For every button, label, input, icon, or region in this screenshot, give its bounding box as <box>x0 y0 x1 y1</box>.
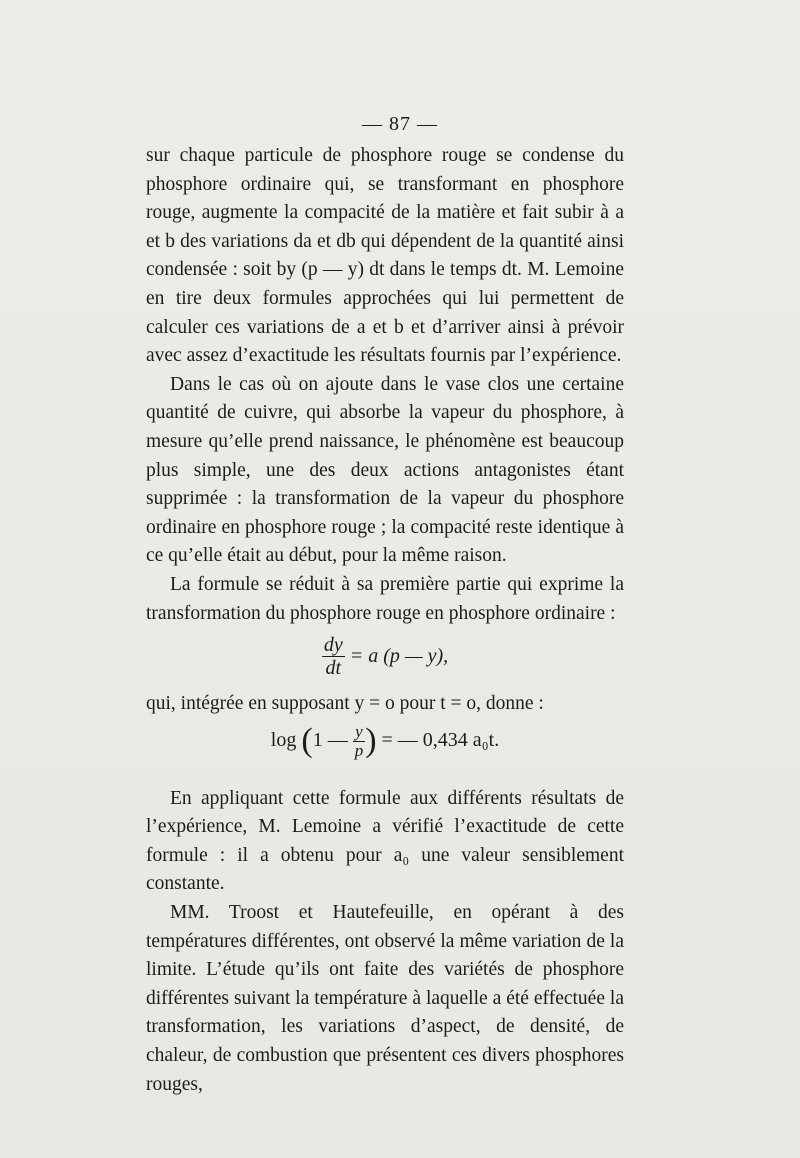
fraction-numerator: dy <box>323 634 343 657</box>
page-number: — 87 — <box>362 113 438 135</box>
paragraph-4: qui, intégrée en supposant y = o pour t = o, donne : <box>146 693 544 715</box>
equation-rhs: = — 0,434 a₀t. <box>381 728 500 751</box>
inner-left: 1 — <box>312 728 348 751</box>
log-label: log <box>270 728 297 751</box>
equation-log <box>146 723 624 779</box>
body-text <box>146 142 624 1099</box>
fraction-y-p <box>353 723 366 760</box>
fraction-dy-dt <box>322 634 345 679</box>
close-paren: ) <box>365 721 377 759</box>
equation-differential <box>146 634 624 686</box>
open-paren: ( <box>301 721 313 759</box>
paragraph-2: Dans le cas où on ajoute dans le vase clos une certaine quantité de cuivre, qui absorbe la vapeur du phosphore, à mesure qu’elle prend naissance, le phénomène est beaucoup plus simple, une des deux actions antagonistes étant supprimée : la transformation de la vapeur du phosphore ordinaire en phosphore rouge ; la compacité reste identique à ce qu’elle était au début, pour la même raison. <box>146 373 624 567</box>
paragraph-5: En appliquant cette formule aux différents résultats de l’expérience, M. Lemoine a vérifié l’exactitude de cette formule : il a obtenu pour a₀ une valeur sensiblement constante. <box>146 787 624 895</box>
paragraph-6: MM. Troost et Hautefeuille, en opérant à des températures différentes, ont observé la même variation de la limite. L’étude qu’ils ont faite des variétés de phosphore différentes suivant la température à laquelle a été effectuée la transformation, les variations d’aspect, de densité, de chaleur, de combustion que présentent ces divers phosphores rouges, <box>146 902 624 1095</box>
equation-rhs: = a (p — y), <box>349 645 449 668</box>
paragraph-3: La formule se réduit à sa première partie qui exprime la transformation du phosphore rouge en phosphore ordinaire : <box>146 573 624 624</box>
fraction-denominator: p <box>354 740 364 760</box>
fraction-numerator: y <box>353 723 366 742</box>
paragraph-1: sur chaque particule de phosphore rouge se condense du phosphore ordinaire qui, se transformant en phosphore rouge, augmente la compacité de la matière et fait subir à a et b des variations da et db qui dépendent de la quantité ainsi condensée : soit by (p — y) dt dans le temps dt. M. Lemoine en tire deux formules approchées qui lui permettent de calculer ces variations de a et b et d’arriver ainsi à prévoir avec assez d’exactitude les résultats fournis par l’expérience. <box>146 145 624 367</box>
fraction-denominator: dt <box>325 657 342 680</box>
